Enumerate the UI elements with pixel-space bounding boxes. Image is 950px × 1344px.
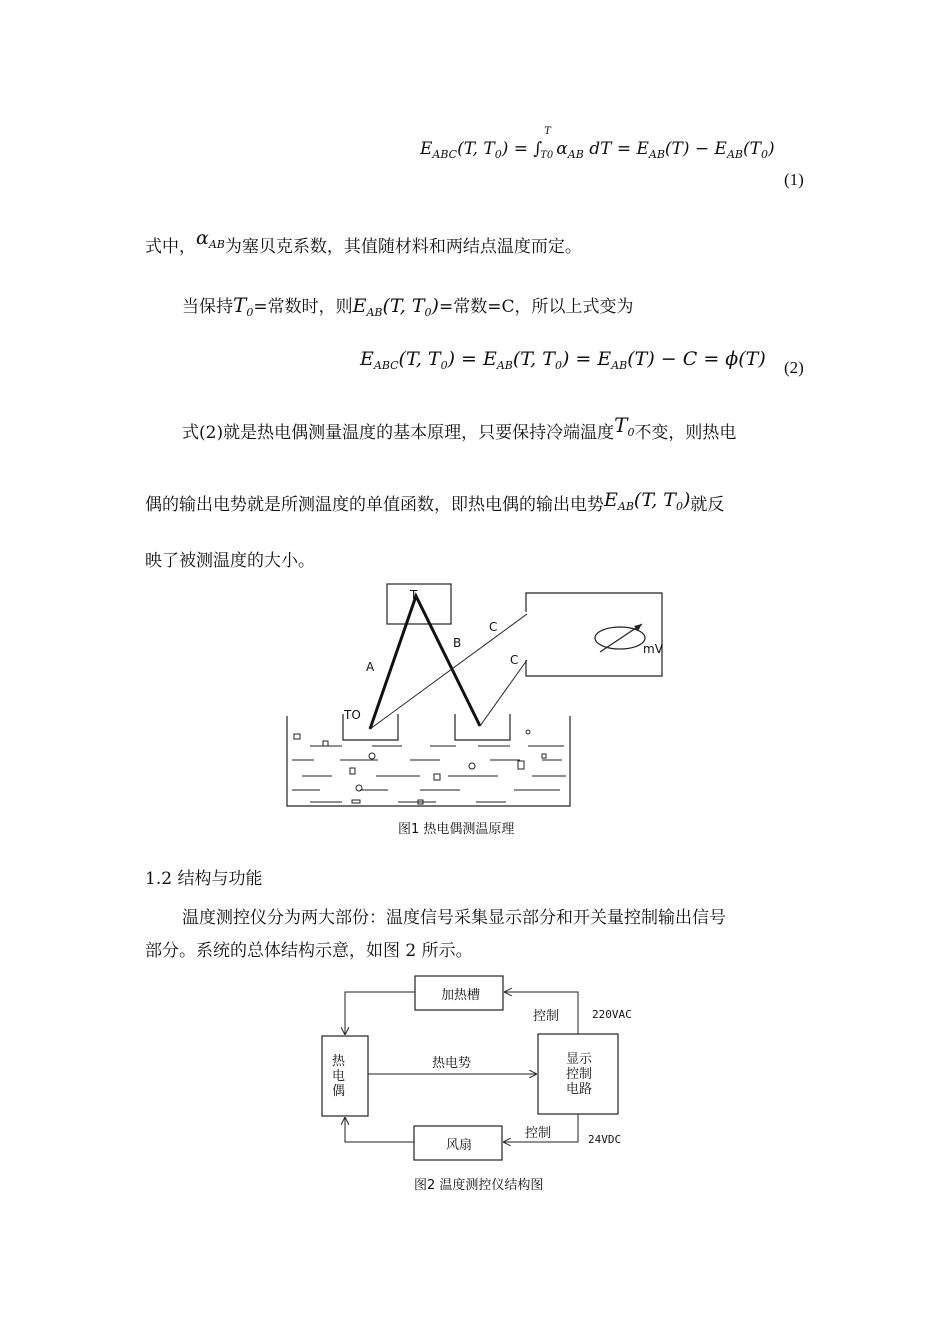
fig1-label-t0: TO <box>344 708 361 722</box>
equation-1-number: (1) <box>784 170 804 189</box>
equation-2: $E_{ABC}(T$, $T_0) = E_{AB}(T$, $T_0) = E_{AB}(T) - C = \phi(T)$ <box>360 348 766 372</box>
cold-cup-right <box>455 714 510 740</box>
paragraph-principle-line3: 映了被测温度的大小。 <box>145 551 315 571</box>
paragraph-principle-line2: 偶的输出电势就是所测温度的单值函数，即热电偶的输出电势$E_{AB}(T$, $T_0$)就反 <box>145 489 725 515</box>
fig2-emf: 热电势 <box>432 1056 472 1071</box>
fig2-heating-tank: 加热槽 <box>441 988 481 1003</box>
meter-box <box>526 593 662 676</box>
water-bubbles <box>294 730 546 804</box>
fig2-vac: 220VAC <box>592 1008 632 1021</box>
fig2-vdc: 24VDC <box>588 1133 622 1146</box>
fig1-label-t: T <box>410 588 418 602</box>
arrow-fan-to-thermocouple <box>345 1118 414 1142</box>
paragraph-alpha: 式中，$\alpha_{AB}$为塞贝克系数，其值随材料和两结点温度而定。 <box>145 227 582 257</box>
fig2-display-3: 电路 <box>566 1082 593 1097</box>
paragraph-structure-line2: 部分。系统的总体结构示意，如图 2 所示。 <box>145 941 473 961</box>
equation-2-number: (2) <box>784 358 804 377</box>
fig2-control-top: 控制 <box>533 1009 560 1024</box>
paragraph-structure-line1: 温度测控仪分为两大部份：温度信号采集显示部分和开关量控制输出信号 <box>182 908 726 928</box>
figure-1-meter <box>520 590 670 680</box>
fig2-thermocouple-2: 电 <box>332 1069 346 1084</box>
fig2-fan: 风扇 <box>446 1138 473 1153</box>
fig1-label-b: B <box>453 636 462 650</box>
paragraph-principle-line1: 式(2)就是热电偶测量温度的基本原理，只要保持冷端温度$T_0$不变，则热电 <box>182 413 737 443</box>
wire-c-upper <box>370 614 527 729</box>
figure-1-caption: 图1 热电偶测温原理 <box>398 822 515 837</box>
fig2-thermocouple-3: 偶 <box>332 1084 346 1099</box>
fig1-label-a: A <box>366 660 375 674</box>
section-heading: 1.2 结构与功能 <box>145 869 263 889</box>
fig1-label-c-lower: C <box>510 653 519 667</box>
water-bath <box>287 716 570 806</box>
paragraph-constant: 当保持$T_0=$常数时，则$E_{AB}(T$, $T_0)=$常数=C，所以上式变为 <box>182 293 634 319</box>
arrow-tank-to-thermocouple <box>345 992 415 1034</box>
fig1-label-c-upper: C <box>489 620 498 634</box>
figure-2-caption: 图2 温度测控仪结构图 <box>414 1178 544 1193</box>
equation-1: $E_{ABC}(T$, $T_0$) = ∫ T T0 $\alpha_{AB}$ dT = $E_{AB}(T) - E_{AB}(T_0)$ <box>420 126 775 161</box>
fig2-thermocouple-1: 热 <box>332 1054 346 1069</box>
fig2-control-bottom: 控制 <box>525 1126 552 1141</box>
fig1-label-mv: mV <box>643 642 663 656</box>
fig2-display-1: 显示 <box>566 1052 593 1067</box>
fig2-display-2: 控制 <box>566 1067 593 1082</box>
water-texture <box>292 746 566 802</box>
